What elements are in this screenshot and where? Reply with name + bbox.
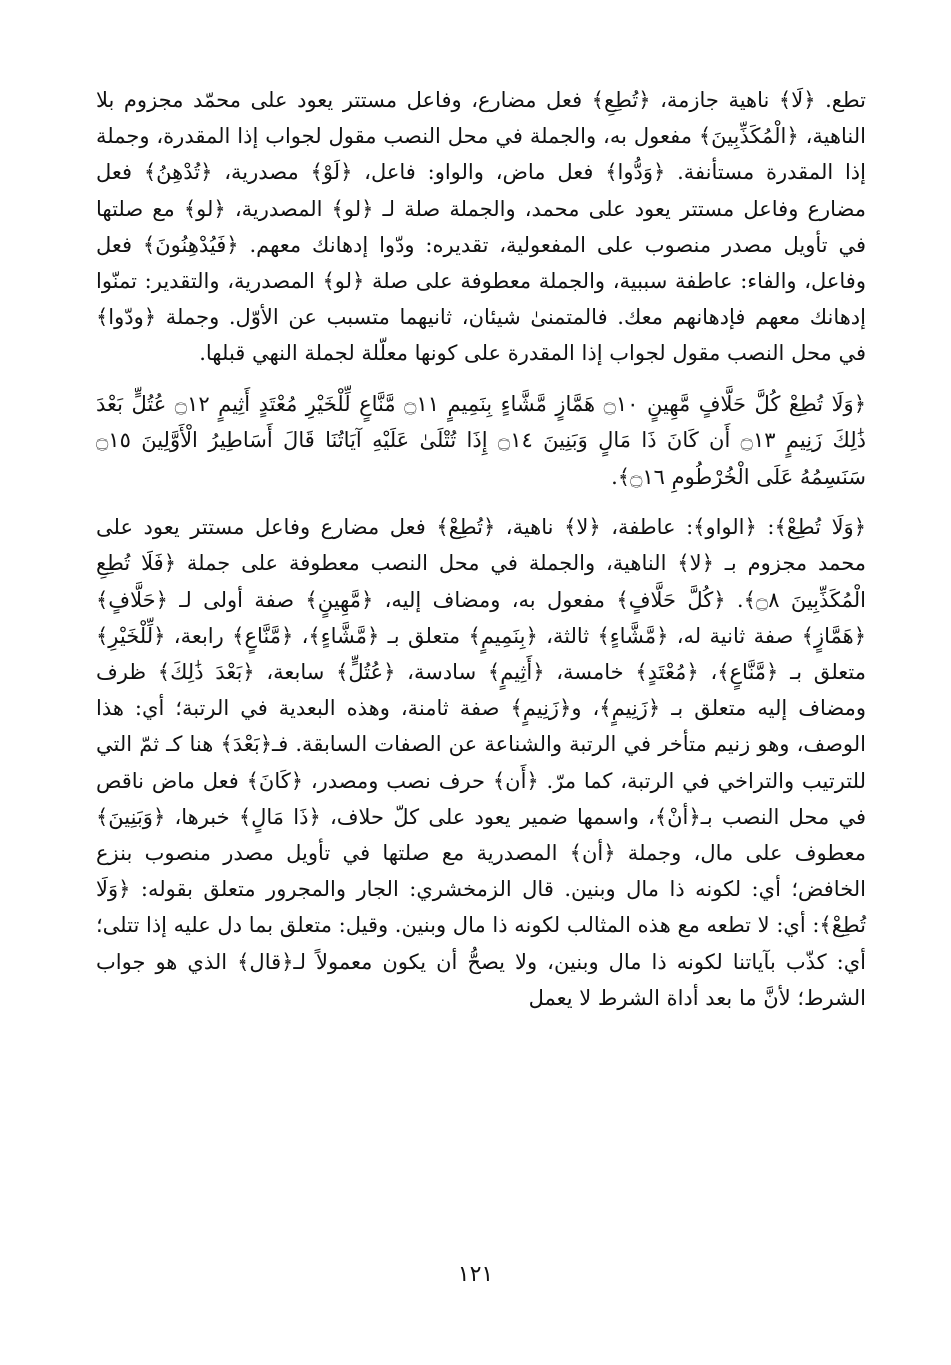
page-body <box>96 82 866 1016</box>
paragraph-grammar-analysis-1: تطع. ﴿لَا﴾ ناهية جازمة، ﴿تُطِعِ﴾ فعل مضارع، وفاعل مستتر يعود على محمّد مجزوم بلا الناهية، ﴿الْمُكَذِّبِينَ﴾ مفعول به، والجملة في محل النصب مقول لجواب إذا المقدرة، وجملة إذا المقدرة مستأنفة. ﴿وَدُّوا﴾ فعل ماض، والواو: فاعل، ﴿لَوْ﴾ مصدرية، ﴿تُدْهِنُ﴾ فعل مضارع وفاعل مستتر يعود على محمد، والجملة صلة لـ ﴿لو﴾ المصدرية، ﴿لو﴾ مع صلتها في تأويل مصدر منصوب على المفعولية، تقديره: ودّوا إدهانك معهم. ﴿فَيُدْهِنُونَ﴾ فعل وفاعل، والفاء: عاطفة سببية، والجملة معطوفة على صلة ﴿لو﴾ المصدرية، والتقدير: تمنّوا إدهانك معهم فإدهانهم معك. فالمتمنىٰ شيئان، ثانيهما متسبب عن الأوّل. وجملة ﴿ودّوا﴾ في محل النصب مقول لجواب إذا المقدرة على كونها معلّلة لجملة النهي قبلها. <box>96 88 866 366</box>
page-number: ١٢١ <box>457 1262 494 1287</box>
paragraph-grammar-analysis-2: ﴿وَلَا تُطِعْ﴾: ﴿الواو﴾: عاطفة، ﴿لا﴾ ناهية، ﴿تُطِعْ﴾ فعل مضارع وفاعل مستتر يعود على محمد مجزوم بـ ﴿لا﴾ الناهية، والجملة في محل النصب معطوفة على جملة ﴿فَلَا تُطِعِ الْمُكَذِّبِينَ ۝٨﴾. ﴿كُلَّ حَلَّافٍ﴾ مفعول به، ومضاف إليه، ﴿مَّهِينٍ﴾ صفة أولى لـ ﴿حَلَّافٍ﴾ ﴿هَمَّازٍ﴾ صفة ثانية له، ﴿مَّشَّاءٍ﴾ ثالثة، ﴿بِنَمِيمٍ﴾ متعلق بـ ﴿مَّشَّاءٍ﴾، ﴿مَّنَّاعٍ﴾ رابعة، ﴿لِّلْخَيْرِ﴾ متعلق بـ ﴿مَّنَّاعٍ﴾، ﴿مُعْتَدٍ﴾ خامسة، ﴿أَثِيمٍ﴾ سادسة، ﴿عُتُلٍّ﴾ سابعة، ﴿بَعْدَ ذَٰلِكَ﴾ ظرف ومضاف إليه متعلق بـ ﴿زَنِيمٍ﴾، و﴿زَنِيمٍ﴾ صفة ثامنة، وهذه البعدية في الرتبة؛ أي: هذا الوصف، وهو زنيم متأخر في الرتبة والشناعة عن الصفات السابقة. فـ﴿بَعْدَ﴾ هنا كـ ثمّ التي للترتيب والتراخي في الرتبة، كما مرّ. ﴿أَن﴾ حرف نصب ومصدر، ﴿كَانَ﴾ فعل ماض ناقص في محل النصب بـ﴿أنْ﴾، واسمها ضمير يعود على كلّ حلاف، ﴿ذَا مَالٍ﴾ خبرها، ﴿وَبَنِينَ﴾ معطوف على مال، وجملة ﴿أن﴾ المصدرية مع صلتها في تأويل مصدر منصوب بنزع الخافض؛ أي: لكونه ذا مال وبنين. قال الزمخشري: الجار والمجرور متعلق بقوله: ﴿وَلَا تُطِعْ﴾: أي: لا تطعه مع هذه المثالب لكونه ذا مال وبنين. وقيل: متعلق بما دل عليه إذا تتلى؛ أي: كذّب بآياتنا لكونه ذا مال وبنين، ولا يصحُّ أن يكون معمولاً لـ﴿قال﴾ الذي هو جواب الشرط؛ لأنَّ ما بعد أداة الشرط لا يعمل <box>96 515 866 1010</box>
quran-verses-block: ﴿وَلَا تُطِعْ كُلَّ حَلَّافٍ مَّهِينٍ ۝١٠ هَمَّازٍ مَّشَّاءٍ بِنَمِيمٍ ۝١١ مَّنَّاعٍ لِّلْخَيْرِ مُعْتَدٍ أَثِيمٍ ۝١٢ عُتُلٍّ بَعْدَ ذَٰلِكَ زَنِيمٍ ۝١٣ أَن كَانَ ذَا مَالٍ وَبَنِينَ ۝١٤ إِذَا تُتْلَىٰ عَلَيْهِ آيَاتُنَا قَالَ أَسَاطِيرُ الْأَوَّلِينَ ۝١٥ سَنَسِمُهُ عَلَى الْخُرْطُومِ ۝١٦﴾. <box>96 391 866 489</box>
